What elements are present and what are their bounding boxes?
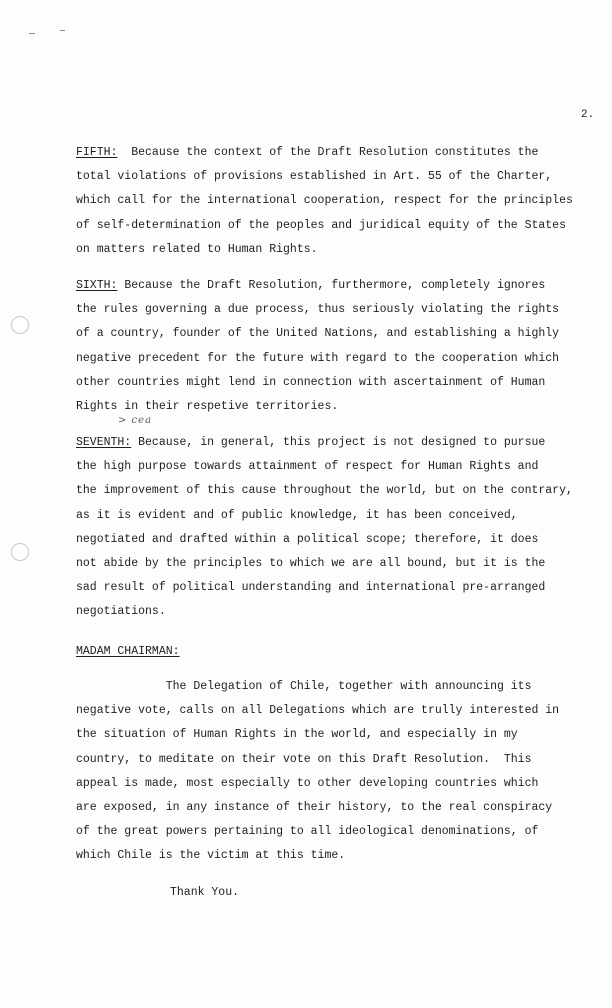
madam-chairman-heading (76, 640, 606, 664)
paragraph-sixth-text: Because the Draft Resolution, furthermore, completely ignores the rules governing a due process, thus seriously violating the rights of a country, founder of the United Nations, and establishing a highly negative precedent for the future with regard to the cooperation which other countries might lend in connection with ascertainment of Human Rights in their respetive territories. (76, 279, 560, 414)
punch-hole-lower (11, 543, 29, 561)
closing-paragraph: The Delegation of Chile, together with announcing its negative vote, calls on all Delegations which are trully interested in the situation of Human Rights in the world, and especially in my country, to meditate on their vote on this Draft Resolution. This appeal is made, most especially to other developing countries which are exposed, in any instance of their history, to the real conspiracy of the great powers pertaining to all ideological denominations, of which Chile is the victim at this time. (76, 680, 560, 863)
heading-seventh: SEVENTH: (76, 436, 132, 449)
paragraph-fifth-text: Because the context of the Draft Resolution constitutes the total violations of provisions established in Art. 55 of the Charter, which call for the international cooperation, respect for the principles of self-determination of the peoples and juridical equity of the States on matters related to Human Rights. (76, 146, 573, 256)
madam-chairman-label: MADAM CHAIRMAN: (76, 645, 180, 658)
heading-sixth: SIXTH: (76, 279, 118, 292)
heading-fifth: FIFTH: (76, 146, 118, 159)
scan-mark (29, 33, 35, 34)
paragraph-sixth (76, 274, 606, 419)
handwritten-annotation: > cea (118, 415, 153, 426)
page-number: 2. (581, 109, 595, 121)
punch-hole-upper (11, 316, 29, 334)
scan-mark (60, 30, 65, 31)
paragraph-fifth (76, 141, 606, 262)
paragraph-seventh (76, 431, 606, 625)
thank-you-line: Thank You. (170, 886, 240, 899)
paragraph-seventh-text: Because, in general, this project is not designed to pursue the high purpose towards attainment of respect for Human Rights and the improvement of this cause throughout the world, but on the contrary, as it is evident and of public knowledge, it has been conceived, negotiated and drafted within a political scope; therefore, it does not abide by the principles to which we are all bound, but it is the sad result of political understanding and international pre-arranged negotiations. (76, 436, 573, 619)
